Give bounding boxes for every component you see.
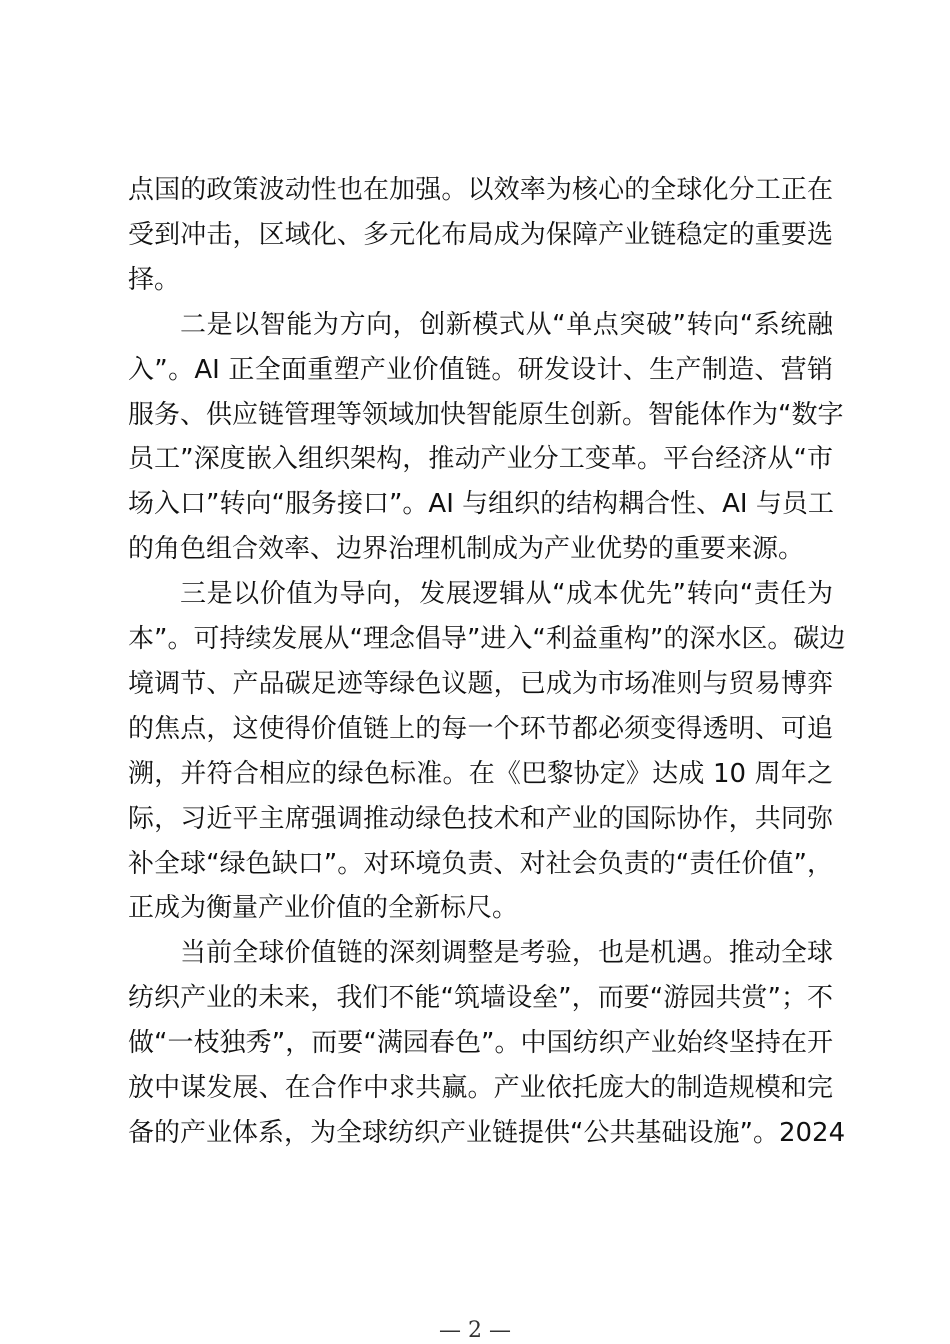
text-line: 的角色组合效率、边界治理机制成为产业优势的重要来源。: [128, 534, 805, 565]
text-line: 放中谋发展、在合作中求共赢。产业依托庞大的制造规模和完: [128, 1073, 833, 1103]
page-number: — 2 —: [439, 1318, 511, 1343]
text-line: 纺织产业的未来，我们不能“筑墙设垒”，而要“游园共赏”；不: [128, 983, 833, 1014]
text-line: 三是以价值为导向，发展逻辑从“成本优先”转向“责任为: [180, 579, 833, 610]
text-line: 受到冲击，区域化、多元化布局成为保障产业链稳定的重要选: [128, 219, 833, 250]
text-line: 员工”深度嵌入组织架构，推动产业分工变革。平台经济从“市: [128, 444, 833, 475]
text-line: 备的产业体系，为全球纺织产业链提供“公共基础设施”。2024: [128, 1117, 846, 1148]
text-line: 正成为衡量产业价值的全新标尺。: [128, 893, 519, 924]
text-line: 服务、供应链管理等领域加快智能原生创新。智能体作为“数字: [128, 399, 844, 430]
text-line: 做“一枝独秀”，而要“满园春色”。中国纺织产业始终坚持在开: [128, 1028, 833, 1059]
text-line: 当前全球价值链的深刻调整是考验，也是机遇。推动全球: [180, 938, 833, 969]
text-line: 补全球“绿色缺口”。对环境负责、对社会负责的“责任价值”，: [128, 848, 833, 879]
text-line: 二是以智能为方向，创新模式从“单点突破”转向“系统融: [180, 309, 833, 340]
text-line: 境调节、产品碳足迹等绿色议题，已成为市场准则与贸易博弈: [128, 668, 833, 699]
text-line: 的焦点，这使得价值链上的每一个环节都必须变得透明、可追: [128, 713, 833, 744]
text-line: 场入口”转向“服务接口”。AI 与组织的结构耦合性、AI 与员工: [128, 489, 834, 520]
text-line: 择。: [128, 264, 181, 295]
text-line: 溯，并符合相应的绿色标准。在《巴黎协定》达成 10 周年之: [128, 758, 833, 789]
text-line: 入”。AI 正全面重塑产业价值链。研发设计、生产制造、营销: [128, 354, 833, 385]
text-line: 本”。可持续发展从“理念倡导”进入“利益重构”的深水区。碳边: [128, 624, 846, 654]
text-line: 际，习近平主席强调推动绿色技术和产业的国际协作，共同弥: [128, 803, 833, 834]
text-line: 点国的政策波动性也在加强。以效率为核心的全球化分工正在: [128, 175, 833, 205]
